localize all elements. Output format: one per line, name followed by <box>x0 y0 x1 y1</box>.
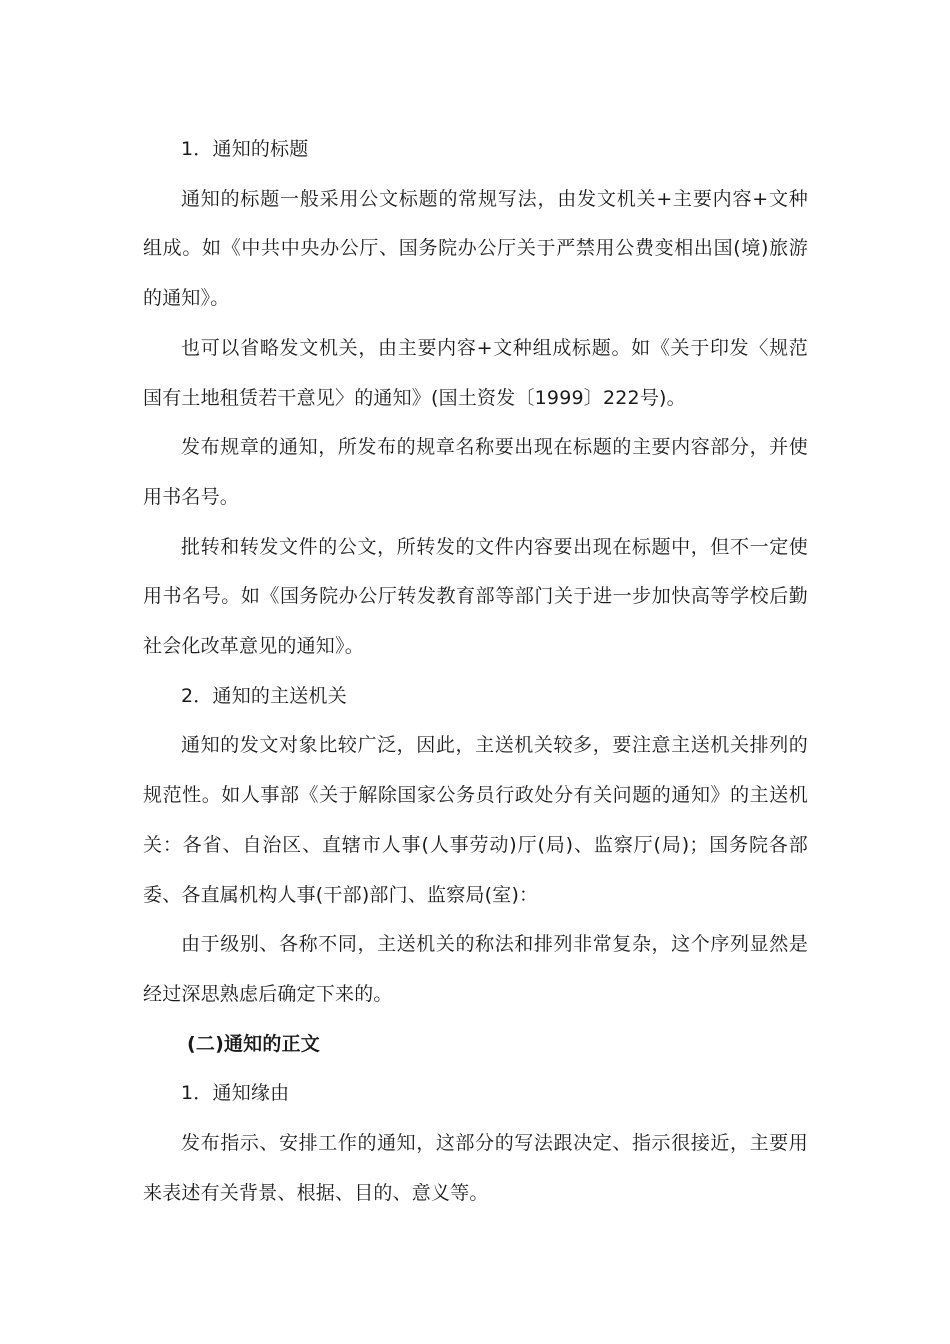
paragraph-reason: 发布指示、安排工作的通知，这部分的写法跟决定、指示很接近，主要用来表述有关背景、根据、目的、意义等。 <box>143 1132 808 1204</box>
paragraph-omit-issuer: 也可以省略发文机关，由主要内容+文种组成标题。如《关于印发〈规范国有土地租赁若干意见〉的通知》(国土资发〔1999〕222号)。 <box>143 336 808 409</box>
document-body <box>143 125 808 1218</box>
paragraph-recipient-order: 由于级别、各称不同，主送机关的称法和排列非常复杂，这个序列显然是经过深思熟虑后确定下来的。 <box>143 933 808 1005</box>
section-heading-reason: 1．通知缘由 <box>181 1082 290 1105</box>
section-heading-recipients: 2．通知的主送机关 <box>181 684 347 707</box>
paragraph-forwarding-notice: 批转和转发文件的公文，所转发的文件内容要出现在标题中，但不一定使用书名号。如《国务院办公厅转发教育部等部门关于进一步加快高等学校后勤社会化改革意见的通知》。 <box>143 535 808 658</box>
paragraph-regulation-notice: 发布规章的通知，所发布的规章名称要出现在标题的主要内容部分，并使用书名号。 <box>143 436 808 508</box>
paragraph-title-format: 通知的标题一般采用公文标题的常规写法，由发文机关+主要内容+文种组成。如《中共中央办公厅、国务院办公厅关于严禁用公费变相出国(境)旅游的通知》。 <box>143 187 808 310</box>
section-heading-title: 1．通知的标题 <box>181 138 309 160</box>
section-heading-body: (二)通知的正文 <box>187 1032 320 1055</box>
paragraph-recipients: 通知的发文对象比较广泛，因此，主送机关较多，要注意主送机关排列的规范性。如人事部《关于解除国家公务员行政处分有关问题的通知》的主送机关：各省、自治区、直辖市人事(人事劳动)厅(局)、监察厅(局)；国务院各部委、各直属机构人事(干部)部门、监察局(室)： <box>143 734 808 906</box>
